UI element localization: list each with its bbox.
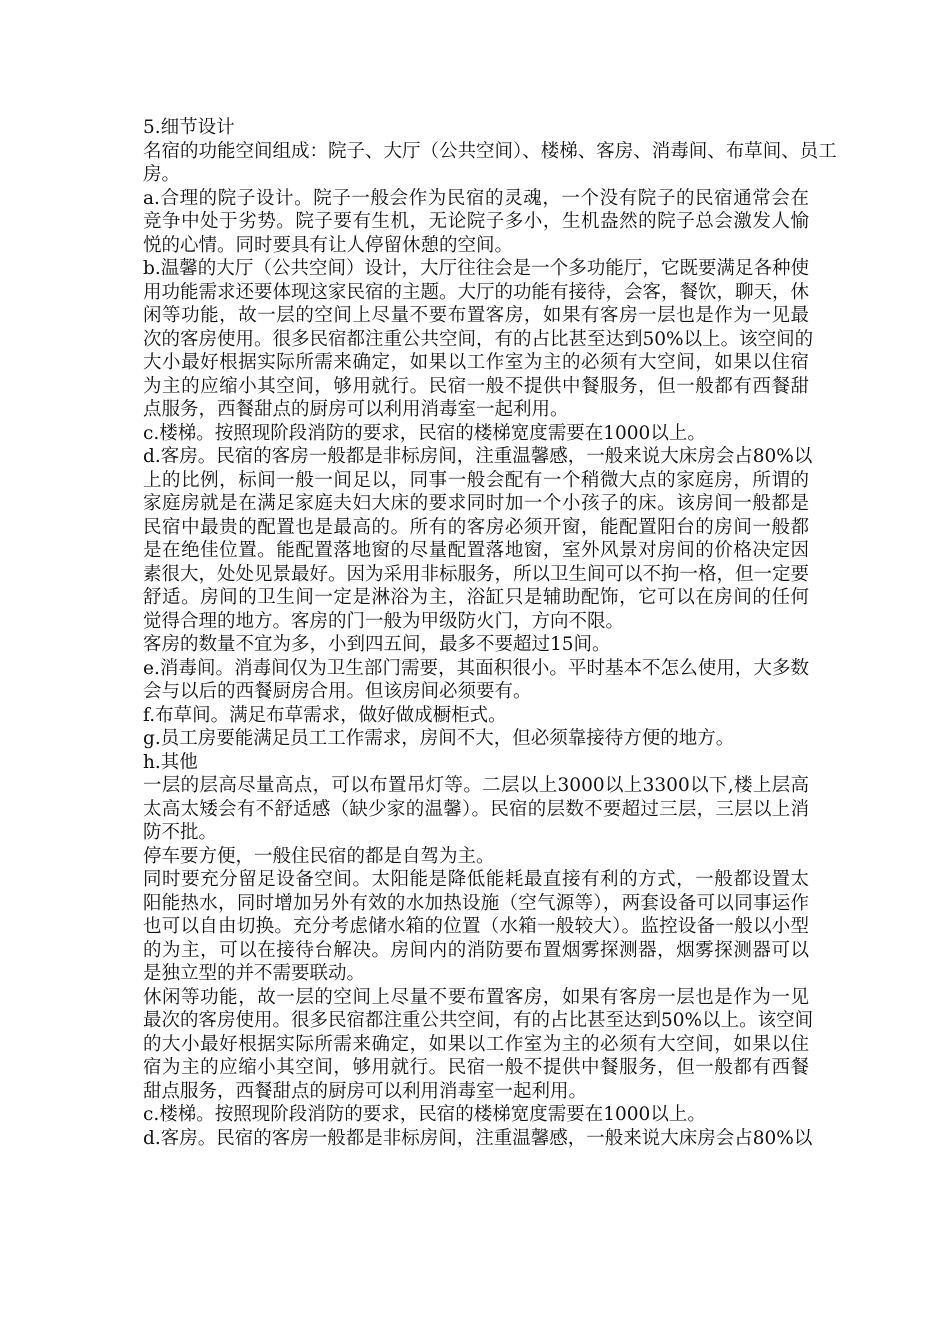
- paragraph: [143, 986, 814, 1104]
- text-line: d.客房。民宿的客房一般都是非标房间，注重温馨感，一般来说大床房会占80%以: [143, 1127, 813, 1149]
- text-line: 最次的客房使用。很多民宿都注重公共空间，有的占比甚至达到50%以上。该空间: [143, 1010, 814, 1031]
- text-line: 竞争中处于劣势。院子要有生机，无论院子多小，生机盎然的院子总会激发人愉: [143, 211, 809, 232]
- paragraph: [143, 704, 809, 728]
- text-line: 的为主，可以在接待台解决。房间内的消防要布置烟雾探测器，烟雾探测器可以: [143, 939, 809, 961]
- text-line: h.其他: [143, 751, 198, 773]
- text-line: 甜点服务，西餐甜点的厨房可以利用消毒室一起利用。: [143, 1080, 588, 1102]
- text-line: 名宿的功能空间组成：院子、大厅（公共空间）、楼梯、客房、消毒间、布草间、员工: [143, 140, 837, 162]
- paragraph: [143, 116, 809, 140]
- text-line: b.温馨的大厅（公共空间）设计，大厅往往会是一个多功能厅，它既要满足各种使: [143, 258, 809, 279]
- text-line: 上的比例，标间一般一间足以，同事一般会配有一个稍微大点的家庭房，所谓的: [143, 469, 809, 491]
- text-line: 次的客房使用。很多民宿都注重公共空间，有的占比甚至达到50%以上。该空间的: [143, 328, 814, 350]
- text-line: a.合理的院子设计。院子一般会作为民宿的灵魂，一个没有院子的民宿通常会在: [143, 187, 809, 209]
- text-line: e.消毒间。消毒间仅为卫生部门需要，其面积很小。平时基本不怎么使用，大多数: [143, 657, 809, 679]
- text-line: 的大小最好根据实际所需来确定，如果以工作室为主的必须有大空间，如果以住: [143, 1033, 809, 1055]
- text-line: 休闲等功能，故一层的空间上尽量不要布置客房，如果有客房一层也是作为一见: [143, 986, 809, 1008]
- text-line: 是在绝佳位置。能配置落地窗的尽量配置落地窗，室外风景对房间的价格决定因: [143, 540, 809, 561]
- text-line: 是独立型的并不需要联动。: [143, 963, 366, 984]
- text-line: 觉得合理的地方。客房的门一般为甲级防火门，方向不限。: [143, 610, 625, 632]
- text-line: c.楼梯。按照现阶段消防的要求，民宿的楼梯宽度需要在1000以上。: [143, 422, 706, 444]
- paragraph: [143, 751, 809, 775]
- text-line: g.员工房要能满足员工工作需求，房间不大，但必须靠接待方便的地方。: [143, 728, 735, 749]
- text-line: 点服务，西餐甜点的厨房可以利用消毒室一起利用。: [143, 399, 569, 420]
- text-line: 宿为主的应缩小其空间，够用就行。民宿一般不提供中餐服务，但一般都有西餐: [143, 1057, 809, 1078]
- paragraph: [143, 422, 809, 446]
- paragraph: [143, 774, 809, 845]
- paragraph: [143, 140, 837, 187]
- document-body: [143, 116, 837, 1150]
- paragraph: [143, 868, 809, 986]
- text-line: 素很大，处处见景最好。因为采用非标服务，所以卫生间可以不拘一格，但一定要: [143, 563, 810, 585]
- text-line: c.楼梯。按照现阶段消防的要求，民宿的楼梯宽度需要在1000以上。: [143, 1104, 706, 1125]
- paragraph: [143, 633, 809, 657]
- text-line: 阳能热水，同时增加另外有效的水加热设施（空气源等），两套设备可以同事运作: [143, 892, 809, 914]
- text-line: 舒适。房间的卫生间一定是淋浴为主，浴缸只是辅助配饰，它可以在房间的任何: [143, 587, 809, 608]
- paragraph: [143, 845, 809, 869]
- paragraph: [143, 187, 809, 258]
- text-line: 大小最好根据实际所需来确定，如果以工作室为主的必须有大空间，如果以住宿: [143, 352, 809, 373]
- text-line: f.布草间。满足布草需求，做好做成橱柜式。: [143, 704, 507, 726]
- paragraph: [143, 1103, 809, 1127]
- text-line: 防不批。: [143, 822, 218, 843]
- paragraph: [143, 257, 814, 422]
- text-line: 客房的数量不宜为多，小到四五间，最多不要超过15间。: [143, 634, 611, 655]
- text-line: 家庭房就是在满足家庭夫妇大床的要求同时加一个小孩子的床。该房间一般都是: [143, 493, 809, 514]
- text-line: 也可以自由切换。充分考虑储水箱的位置（水箱一般较大）。监控设备一般以小型: [143, 916, 809, 937]
- paragraph: [143, 1127, 813, 1151]
- text-line: 闲等功能，故一层的空间上尽量不要布置客房，如果有客房一层也是作为一见最: [143, 305, 809, 326]
- text-line: 太高太矮会有不舒适感（缺少家的温馨）。民宿的层数不要超过三层，三层以上消: [143, 798, 809, 820]
- text-line: 民宿中最贵的配置也是最高的。所有的客房必须开窗，能配置阳台的房间一般都: [143, 516, 809, 538]
- text-line: 5.细节设计: [143, 117, 235, 138]
- text-line: 悦的心情。同时要具有让人停留休憩的空间。: [143, 234, 514, 256]
- text-line: 停车要方便，一般住民宿的都是自驾为主。: [143, 845, 495, 867]
- text-line: d.客房。民宿的客房一般都是非标房间，注重温馨感，一般来说大床房会占80%以: [143, 446, 813, 467]
- text-line: 同时要充分留足设备空间。太阳能是降低能耗最直接有利的方式，一般都设置太: [143, 869, 809, 890]
- paragraph: [143, 657, 809, 704]
- text-line: 房。: [143, 164, 181, 185]
- text-line: 会与以后的西餐厨房合用。但该房间必须要有。: [143, 681, 532, 702]
- paragraph: [143, 727, 809, 751]
- paragraph: [143, 445, 813, 633]
- text-line: 用功能需求还要体现这家民宿的主题。大厅的功能有接待，会客，餐饮，聊天，休: [143, 281, 810, 303]
- text-line: 为主的应缩小其空间，够用就行。民宿一般不提供中餐服务，但一般都有西餐甜: [143, 375, 809, 397]
- text-line: 一层的层高尽量高点，可以布置吊灯等。二层以上3000以上3300以下,楼上层高: [143, 775, 809, 796]
